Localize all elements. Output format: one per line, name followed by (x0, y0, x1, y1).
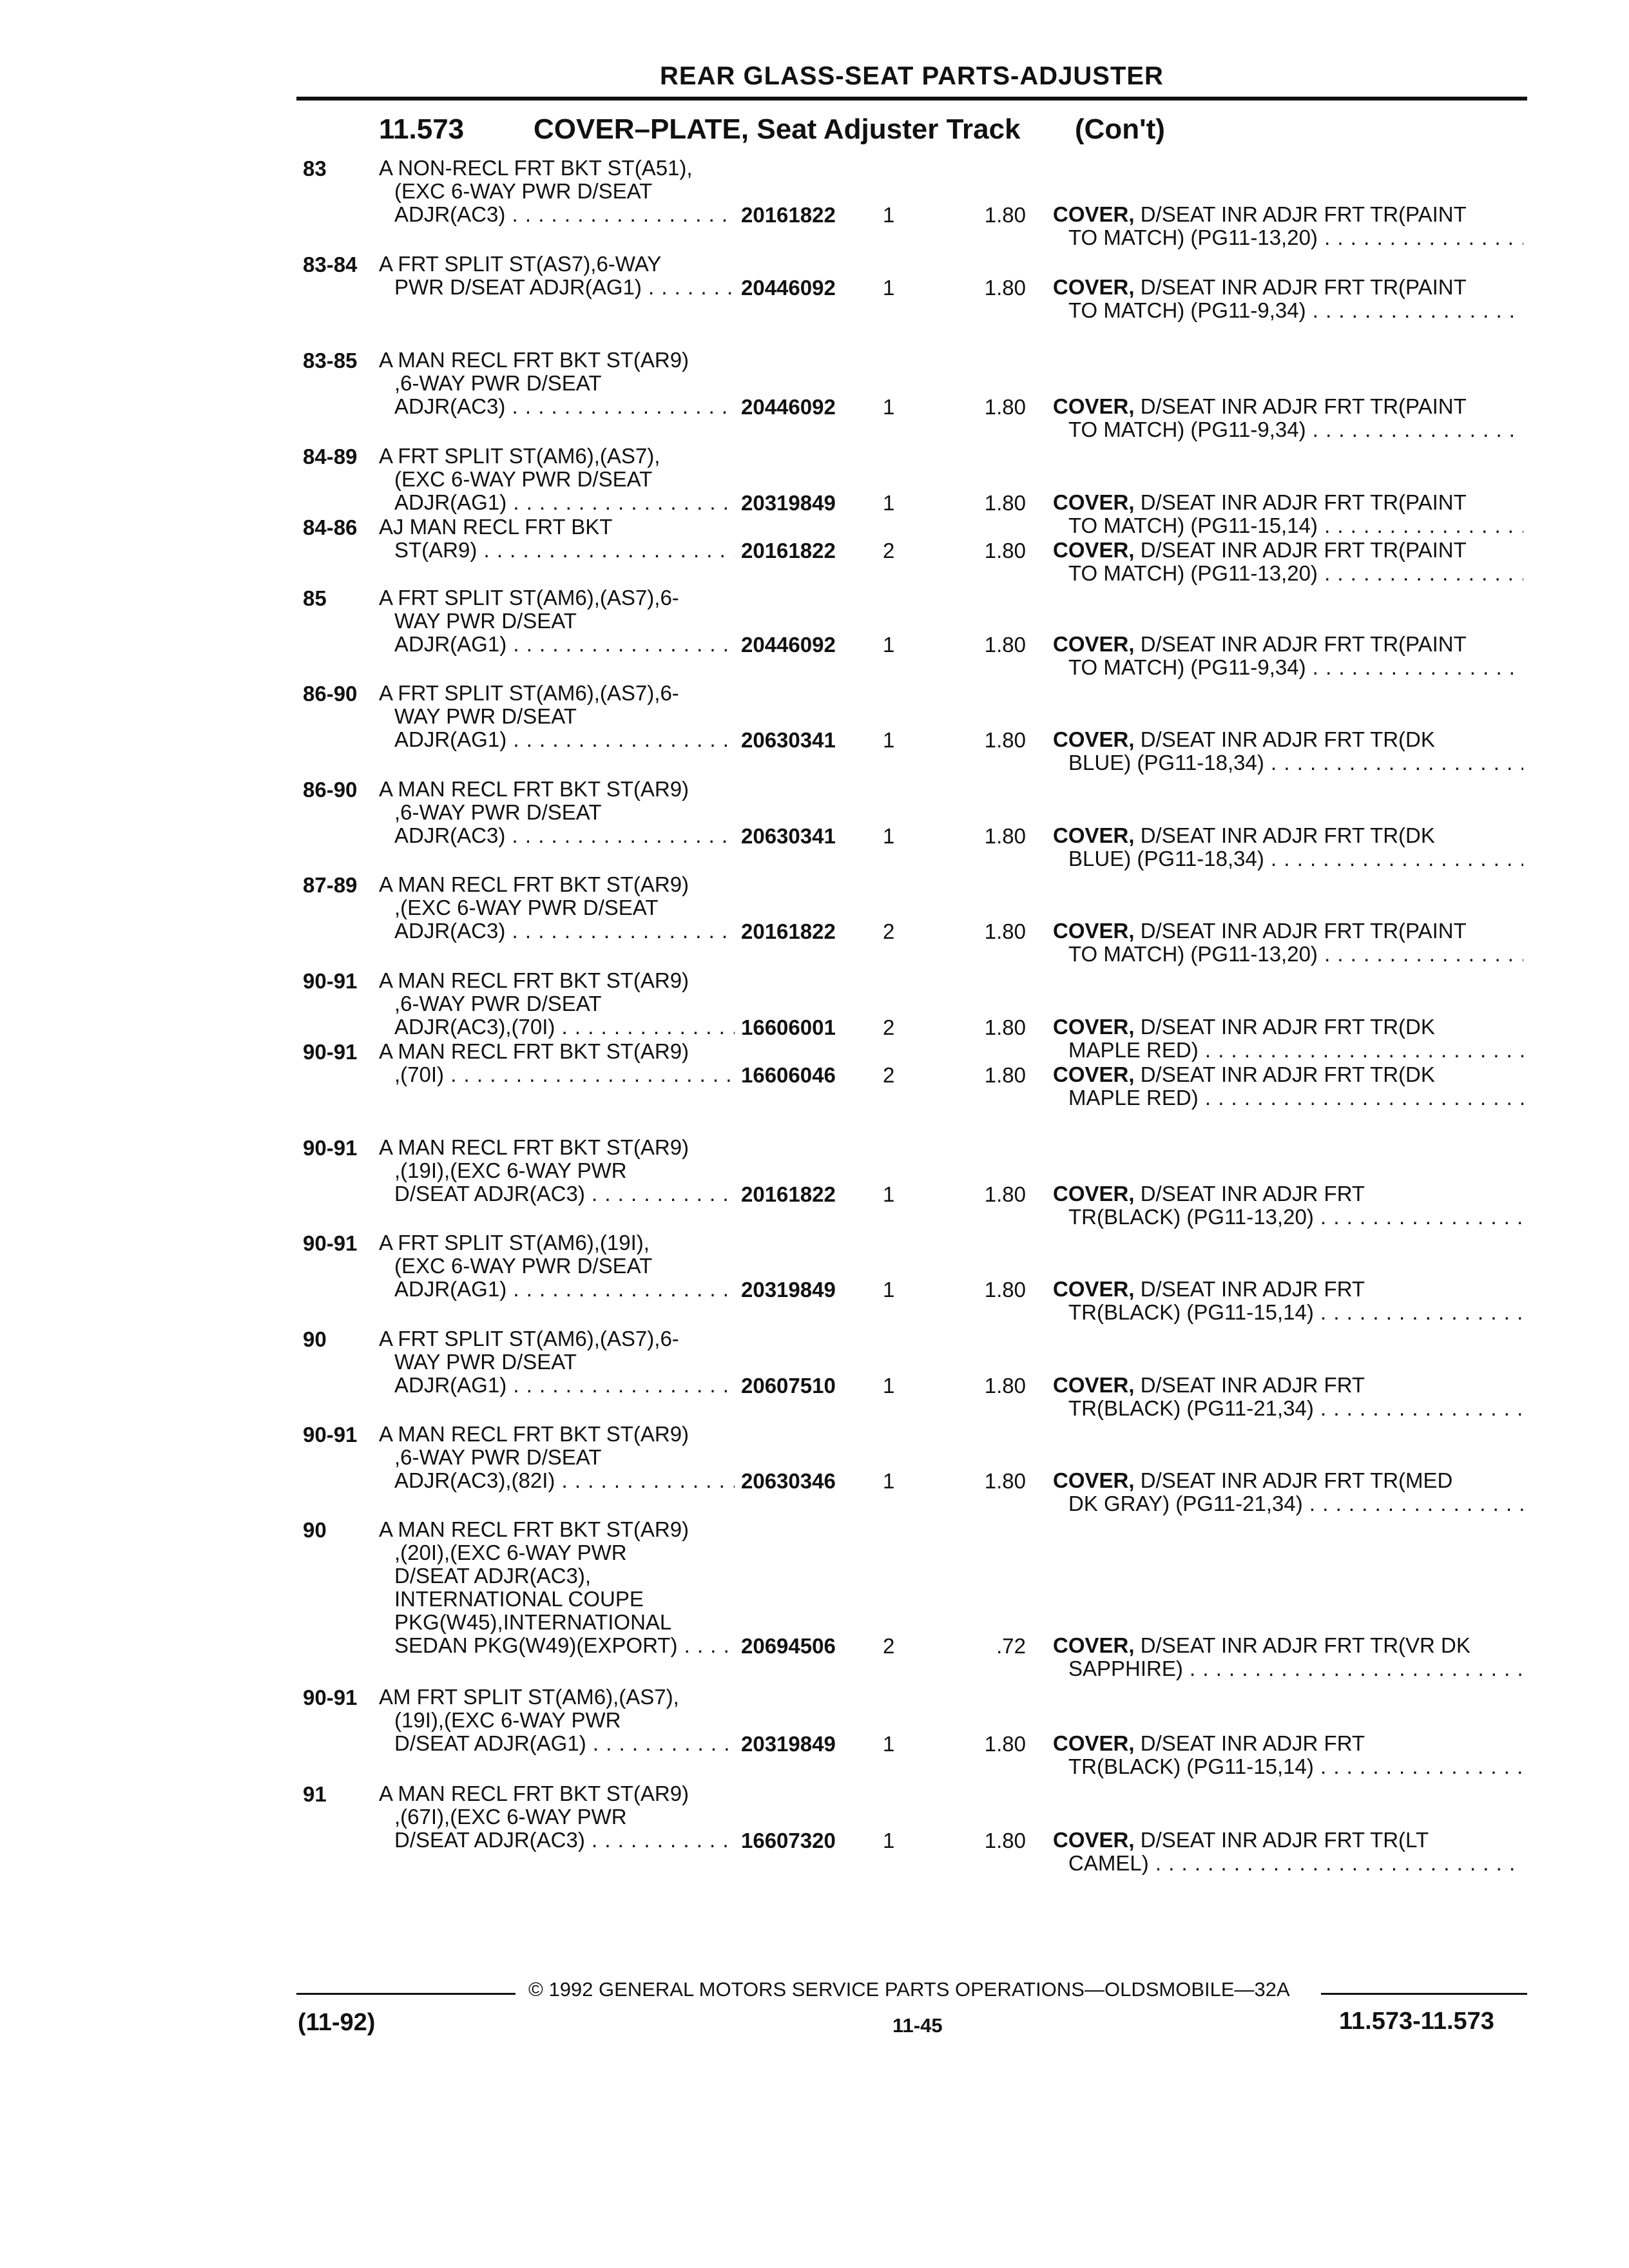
part-note (1053, 1182, 1523, 1229)
note-line (1053, 491, 1523, 514)
note-line (1053, 1657, 1523, 1680)
part-number: 20161822 (735, 1182, 860, 1207)
section-name: COVER–PLATE, Seat Adjuster Track (534, 113, 1021, 145)
entry-years: 86-90 (303, 778, 358, 802)
note-line (1053, 395, 1523, 418)
quantity: 1 (883, 1374, 895, 1398)
note-line (1053, 751, 1523, 774)
note-text: D/SEAT INR ADJR FRT (1140, 1278, 1365, 1301)
note-line (1053, 1492, 1523, 1515)
part-number: 20694506 (735, 1634, 860, 1658)
note-text: SAPPHIRE) (1068, 1657, 1183, 1680)
quantity: 1 (883, 1732, 895, 1756)
description-line: A FRT SPLIT ST(AM6),(AS7),6- (379, 682, 679, 705)
note-line (1053, 943, 1523, 966)
entry-years: 90 (303, 1327, 327, 1351)
entry-years: 90-91 (303, 969, 358, 993)
note-line (1053, 1829, 1523, 1852)
description-line: A MAN RECL FRT BKT ST(AR9) (379, 1423, 689, 1446)
entry-description (379, 1686, 740, 1755)
entry-years: 90-91 (303, 1231, 358, 1255)
note-line (1053, 299, 1523, 322)
note-text: D/SEAT INR ADJR FRT TR(PAINT (1140, 491, 1467, 514)
quantity: 1 (883, 633, 895, 657)
note-text: TO MATCH) (PG11-9,34) (1068, 418, 1306, 441)
price: 1.80 (984, 395, 1026, 419)
price: 1.80 (984, 491, 1026, 515)
part-note (1053, 1278, 1523, 1324)
entry-years: 90-91 (303, 1423, 358, 1446)
cover-word: COVER, (1053, 1469, 1135, 1492)
part-number: 20446092 (735, 633, 860, 657)
part-note (1053, 491, 1523, 537)
description-line: SEDAN PKG(W49)(EXPORT) . . . (379, 1634, 740, 1657)
note-line (1053, 824, 1523, 847)
footer-range: 11.573-11.573 (1339, 2008, 1494, 2035)
cover-word: COVER, (1053, 1374, 1135, 1397)
price: 1.80 (984, 633, 1026, 657)
part-number: 20446092 (735, 395, 860, 419)
note-text: D/SEAT INR ADJR FRT TR(PAINT (1140, 919, 1467, 943)
part-number: 20161822 (735, 203, 860, 227)
cover-word: COVER, (1053, 1732, 1135, 1755)
description-line: AM FRT SPLIT ST(AM6),(AS7), (379, 1686, 679, 1709)
note-text: D/SEAT INR ADJR FRT TR(DK (1140, 1063, 1435, 1086)
description-line: ,(70I) . . . (379, 1063, 740, 1086)
description-line: A FRT SPLIT ST(AM6),(AS7), (379, 445, 660, 468)
note-text: TO MATCH) (PG11-13,20) (1068, 562, 1318, 585)
description-line: ,(EXC 6-WAY PWR D/SEAT (394, 896, 659, 919)
note-line (1053, 1852, 1523, 1875)
price: 1.80 (984, 1829, 1026, 1852)
cover-word: COVER, (1053, 1015, 1135, 1039)
part-number: 20630341 (735, 728, 860, 753)
note-line (1053, 1039, 1523, 1062)
description-line: D/SEAT ADJR(AG1) . . . (379, 1732, 740, 1755)
part-number: 16607320 (735, 1829, 860, 1853)
part-note (1053, 1063, 1523, 1110)
entry-description (379, 157, 740, 226)
note-text: TO MATCH) (PG11-9,34) (1068, 656, 1306, 679)
note-line (1053, 1755, 1523, 1778)
part-number: 20319849 (735, 491, 860, 515)
cover-word: COVER, (1053, 276, 1135, 299)
entry-description (379, 1518, 740, 1657)
page-header-title: REAR GLASS-SEAT PARTS-ADJUSTER (660, 62, 1164, 90)
footer-date-code: (11-92) (298, 2009, 376, 2036)
note-text: MAPLE RED) (1068, 1086, 1199, 1110)
note-text: D/SEAT INR ADJR FRT (1140, 1732, 1365, 1755)
quantity: 1 (883, 1182, 895, 1206)
footer-rule-left (296, 1993, 516, 1995)
entry-description (379, 1423, 740, 1492)
quantity: 1 (883, 203, 895, 227)
price: 1.80 (984, 539, 1026, 562)
note-line (1053, 1732, 1523, 1755)
quantity: 2 (883, 1634, 895, 1658)
entry-description (379, 253, 740, 299)
description-line: WAY PWR D/SEAT (394, 1350, 577, 1374)
description-line: ADJR(AC3),(70I) . . . (379, 1015, 740, 1039)
description-line: (EXC 6-WAY PWR D/SEAT (394, 468, 653, 491)
description-line: ADJR(AC3),(82I) . . . (379, 1469, 740, 1492)
part-number: 20607510 (735, 1374, 860, 1398)
part-note (1053, 203, 1523, 249)
note-line (1053, 1182, 1523, 1206)
description-line: (19I),(EXC 6-WAY PWR (394, 1709, 621, 1732)
entry-description (379, 1327, 740, 1397)
part-note (1053, 919, 1523, 966)
price: 1.80 (984, 728, 1026, 752)
section-continued: (Con't) (1075, 113, 1165, 145)
cover-word: COVER, (1053, 1182, 1135, 1206)
quantity: 2 (883, 1063, 895, 1087)
entry-years: 87-89 (303, 873, 358, 897)
note-text: D/SEAT INR ADJR FRT TR(DK (1140, 728, 1435, 751)
part-number: 20319849 (735, 1278, 860, 1302)
description-line: (EXC 6-WAY PWR D/SEAT (394, 1254, 653, 1278)
note-text: TR(BLACK) (PG11-21,34) (1068, 1397, 1314, 1420)
entry-description (379, 586, 740, 656)
price: 1.80 (984, 1278, 1026, 1302)
part-note (1053, 276, 1523, 322)
entry-years: 90-91 (303, 1136, 358, 1160)
description-line: ADJR(AC3) . . . (379, 824, 740, 847)
description-line: A MAN RECL FRT BKT ST(AR9) (379, 1040, 689, 1063)
note-text: D/SEAT INR ADJR FRT (1140, 1182, 1365, 1206)
description-line: D/SEAT ADJR(AC3), (394, 1564, 592, 1588)
entry-description (379, 873, 740, 943)
description-line: ,(67I),(EXC 6-WAY PWR (394, 1805, 627, 1829)
description-line: ADJR(AC3) . . . (379, 919, 740, 943)
entry-description (379, 969, 740, 1039)
note-text: TO MATCH) (PG11-13,20) (1068, 226, 1318, 249)
description-line: ,6-WAY PWR D/SEAT (394, 992, 602, 1015)
quantity: 2 (883, 539, 895, 562)
description-line: ADJR(AG1) . . . (379, 1374, 740, 1397)
cover-word: COVER, (1053, 919, 1135, 943)
section-heading (379, 113, 1165, 146)
description-line: ,6-WAY PWR D/SEAT (394, 801, 602, 824)
quantity: 2 (883, 1015, 895, 1039)
cover-word: COVER, (1053, 203, 1135, 226)
footer-rule-right (1321, 1993, 1527, 1995)
note-text: D/SEAT INR ADJR FRT TR(DK (1140, 1015, 1435, 1039)
entry-description (379, 778, 740, 847)
part-note (1053, 1634, 1523, 1680)
note-text: D/SEAT INR ADJR FRT (1140, 1374, 1365, 1397)
price: .72 (996, 1634, 1026, 1658)
cover-word: COVER, (1053, 824, 1135, 847)
note-line (1053, 1469, 1523, 1492)
note-line (1053, 226, 1523, 249)
quantity: 1 (883, 824, 895, 848)
description-line: ADJR(AG1) . . . (379, 728, 740, 751)
description-line: ADJR(AG1) . . . (379, 1278, 740, 1301)
entry-years: 86-90 (303, 682, 358, 706)
quantity: 1 (883, 395, 895, 419)
description-line: ,6-WAY PWR D/SEAT (394, 1446, 602, 1469)
description-line: WAY PWR D/SEAT (394, 705, 577, 728)
cover-word: COVER, (1053, 395, 1135, 418)
quantity: 1 (883, 1829, 895, 1852)
note-line (1053, 1063, 1523, 1086)
quantity: 2 (883, 919, 895, 943)
cover-word: COVER, (1053, 728, 1135, 751)
description-line: A MAN RECL FRT BKT ST(AR9) (379, 349, 689, 372)
cover-word: COVER, (1053, 491, 1135, 514)
part-number: 20161822 (735, 539, 860, 563)
description-line: ,6-WAY PWR D/SEAT (394, 372, 602, 395)
cover-word: COVER, (1053, 1278, 1135, 1301)
note-text: D/SEAT INR ADJR FRT TR(PAINT (1140, 395, 1467, 418)
description-line: ST(AR9) . . . (379, 539, 740, 562)
part-note (1053, 1015, 1523, 1062)
part-note (1053, 1829, 1523, 1875)
entry-description (379, 682, 740, 751)
entry-years: 83-85 (303, 349, 358, 372)
entry-years: 90-91 (303, 1686, 358, 1709)
price: 1.80 (984, 1374, 1026, 1398)
description-line: A NON-RECL FRT BKT ST(A51), (379, 157, 693, 180)
note-line (1053, 1301, 1523, 1324)
note-text: D/SEAT INR ADJR FRT TR(LT (1140, 1829, 1429, 1852)
note-line (1053, 514, 1523, 537)
header-rule (296, 97, 1527, 101)
part-note (1053, 1732, 1523, 1778)
part-number: 20630346 (735, 1469, 860, 1494)
description-line: (EXC 6-WAY PWR D/SEAT (394, 180, 653, 203)
note-line (1053, 276, 1523, 299)
price: 1.80 (984, 203, 1026, 227)
note-line (1053, 562, 1523, 585)
note-line (1053, 656, 1523, 679)
description-line: A MAN RECL FRT BKT ST(AR9) (379, 873, 689, 896)
entry-years: 85 (303, 586, 327, 610)
entry-description (379, 1040, 740, 1086)
note-line (1053, 1374, 1523, 1397)
price: 1.80 (984, 1182, 1026, 1206)
note-line (1053, 1634, 1523, 1657)
entry-description (379, 445, 740, 514)
description-line: A MAN RECL FRT BKT ST(AR9) (379, 1782, 689, 1805)
part-number: 20630341 (735, 824, 860, 849)
part-number: 20319849 (735, 1732, 860, 1756)
note-line (1053, 1206, 1523, 1229)
footer-page-number: 11-45 (892, 2014, 943, 2037)
description-line: ADJR(AG1) . . . (379, 491, 740, 514)
description-line: INTERNATIONAL COUPE (394, 1588, 644, 1611)
description-line: ADJR(AC3) . . . (379, 395, 740, 418)
entry-years: 91 (303, 1782, 327, 1806)
description-line: A MAN RECL FRT BKT ST(AR9) (379, 1518, 689, 1541)
note-line (1053, 633, 1523, 656)
note-text: D/SEAT INR ADJR FRT TR(MED (1140, 1469, 1453, 1492)
entry-years: 84-89 (303, 445, 358, 468)
note-line (1053, 919, 1523, 943)
part-note (1053, 1374, 1523, 1420)
entry-description (379, 1136, 740, 1206)
footer-copyright: © 1992 GENERAL MOTORS SERVICE PARTS OPERATIONS—OLDSMOBILE—32A (528, 1978, 1290, 2001)
description-line: A FRT SPLIT ST(AM6),(AS7),6- (379, 586, 679, 610)
cover-word: COVER, (1053, 539, 1135, 562)
price: 1.80 (984, 919, 1026, 943)
entry-years: 83 (303, 157, 327, 180)
cover-word: COVER, (1053, 1634, 1135, 1657)
description-line: ,(19I),(EXC 6-WAY PWR (394, 1159, 627, 1182)
description-line: A FRT SPLIT ST(AM6),(19I), (379, 1231, 650, 1254)
description-line: PKG(W45),INTERNATIONAL (394, 1611, 672, 1634)
note-text: BLUE) (PG11-18,34) (1068, 751, 1264, 774)
note-line (1053, 1397, 1523, 1420)
part-number: 16606001 (735, 1015, 860, 1040)
entry-description (379, 349, 740, 418)
quantity: 1 (883, 728, 895, 752)
description-line: AJ MAN RECL FRT BKT (379, 515, 613, 539)
note-line (1053, 203, 1523, 226)
part-note (1053, 539, 1523, 585)
cover-word: COVER, (1053, 1829, 1135, 1852)
note-line (1053, 1278, 1523, 1301)
description-line: ADJR(AC3) . . . (379, 203, 740, 226)
part-note (1053, 728, 1523, 774)
note-text: TR(BLACK) (PG11-15,14) (1068, 1301, 1314, 1324)
note-line (1053, 847, 1523, 870)
note-text: D/SEAT INR ADJR FRT TR(VR DK (1140, 1634, 1470, 1657)
cover-word: COVER, (1053, 633, 1135, 656)
description-line: D/SEAT ADJR(AC3) . . . (379, 1829, 740, 1852)
price: 1.80 (984, 276, 1026, 300)
entry-description (379, 515, 740, 562)
note-line (1053, 1015, 1523, 1039)
note-text: D/SEAT INR ADJR FRT TR(DK (1140, 824, 1435, 847)
note-text: BLUE) (PG11-18,34) (1068, 847, 1264, 870)
entry-years: 90-91 (303, 1040, 358, 1064)
description-line: PWR D/SEAT ADJR(AG1) . . . (379, 276, 740, 299)
note-line (1053, 539, 1523, 562)
description-line: A FRT SPLIT ST(AS7),6-WAY (379, 253, 662, 276)
note-line (1053, 1086, 1523, 1110)
note-text: D/SEAT INR ADJR FRT TR(PAINT (1140, 276, 1467, 299)
note-text: DK GRAY) (PG11-21,34) (1068, 1492, 1303, 1515)
quantity: 1 (883, 1278, 895, 1302)
note-line (1053, 418, 1523, 441)
description-line: A FRT SPLIT ST(AM6),(AS7),6- (379, 1327, 679, 1350)
part-number: 16606046 (735, 1063, 860, 1088)
entry-description (379, 1231, 740, 1301)
description-line: WAY PWR D/SEAT (394, 610, 577, 633)
description-line: ,(20I),(EXC 6-WAY PWR (394, 1541, 627, 1564)
note-text: MAPLE RED) (1068, 1039, 1199, 1062)
entry-description (379, 1782, 740, 1852)
price: 1.80 (984, 1015, 1026, 1039)
part-note (1053, 633, 1523, 679)
price: 1.80 (984, 1469, 1026, 1493)
cover-word: COVER, (1053, 1063, 1135, 1086)
quantity: 1 (883, 491, 895, 515)
note-text: D/SEAT INR ADJR FRT TR(PAINT (1140, 539, 1467, 562)
entry-years: 90 (303, 1518, 327, 1542)
part-note (1053, 395, 1523, 441)
note-line (1053, 728, 1523, 751)
part-number: 20446092 (735, 276, 860, 300)
part-note (1053, 824, 1523, 870)
note-text: TO MATCH) (PG11-15,14) (1068, 514, 1318, 537)
section-number: 11.573 (379, 113, 465, 145)
description-line: ADJR(AG1) . . . (379, 633, 740, 656)
note-text: CAMEL) (1068, 1852, 1149, 1875)
entry-years: 83-84 (303, 253, 358, 276)
entry-years: 84-86 (303, 515, 358, 539)
price: 1.80 (984, 1732, 1026, 1756)
description-line: A MAN RECL FRT BKT ST(AR9) (379, 969, 689, 992)
part-note (1053, 1469, 1523, 1515)
description-line: D/SEAT ADJR(AC3) . . . (379, 1182, 740, 1206)
quantity: 1 (883, 1469, 895, 1493)
note-text: D/SEAT INR ADJR FRT TR(PAINT (1140, 633, 1467, 656)
note-text: TO MATCH) (PG11-9,34) (1068, 299, 1306, 322)
note-text: TR(BLACK) (PG11-15,14) (1068, 1755, 1314, 1778)
description-line: A MAN RECL FRT BKT ST(AR9) (379, 778, 689, 801)
note-text: TO MATCH) (PG11-13,20) (1068, 943, 1318, 966)
note-text: D/SEAT INR ADJR FRT TR(PAINT (1140, 203, 1467, 226)
part-number: 20161822 (735, 919, 860, 944)
quantity: 1 (883, 276, 895, 300)
description-line: A MAN RECL FRT BKT ST(AR9) (379, 1136, 689, 1159)
note-text: TR(BLACK) (PG11-13,20) (1068, 1206, 1314, 1229)
price: 1.80 (984, 1063, 1026, 1087)
price: 1.80 (984, 824, 1026, 848)
